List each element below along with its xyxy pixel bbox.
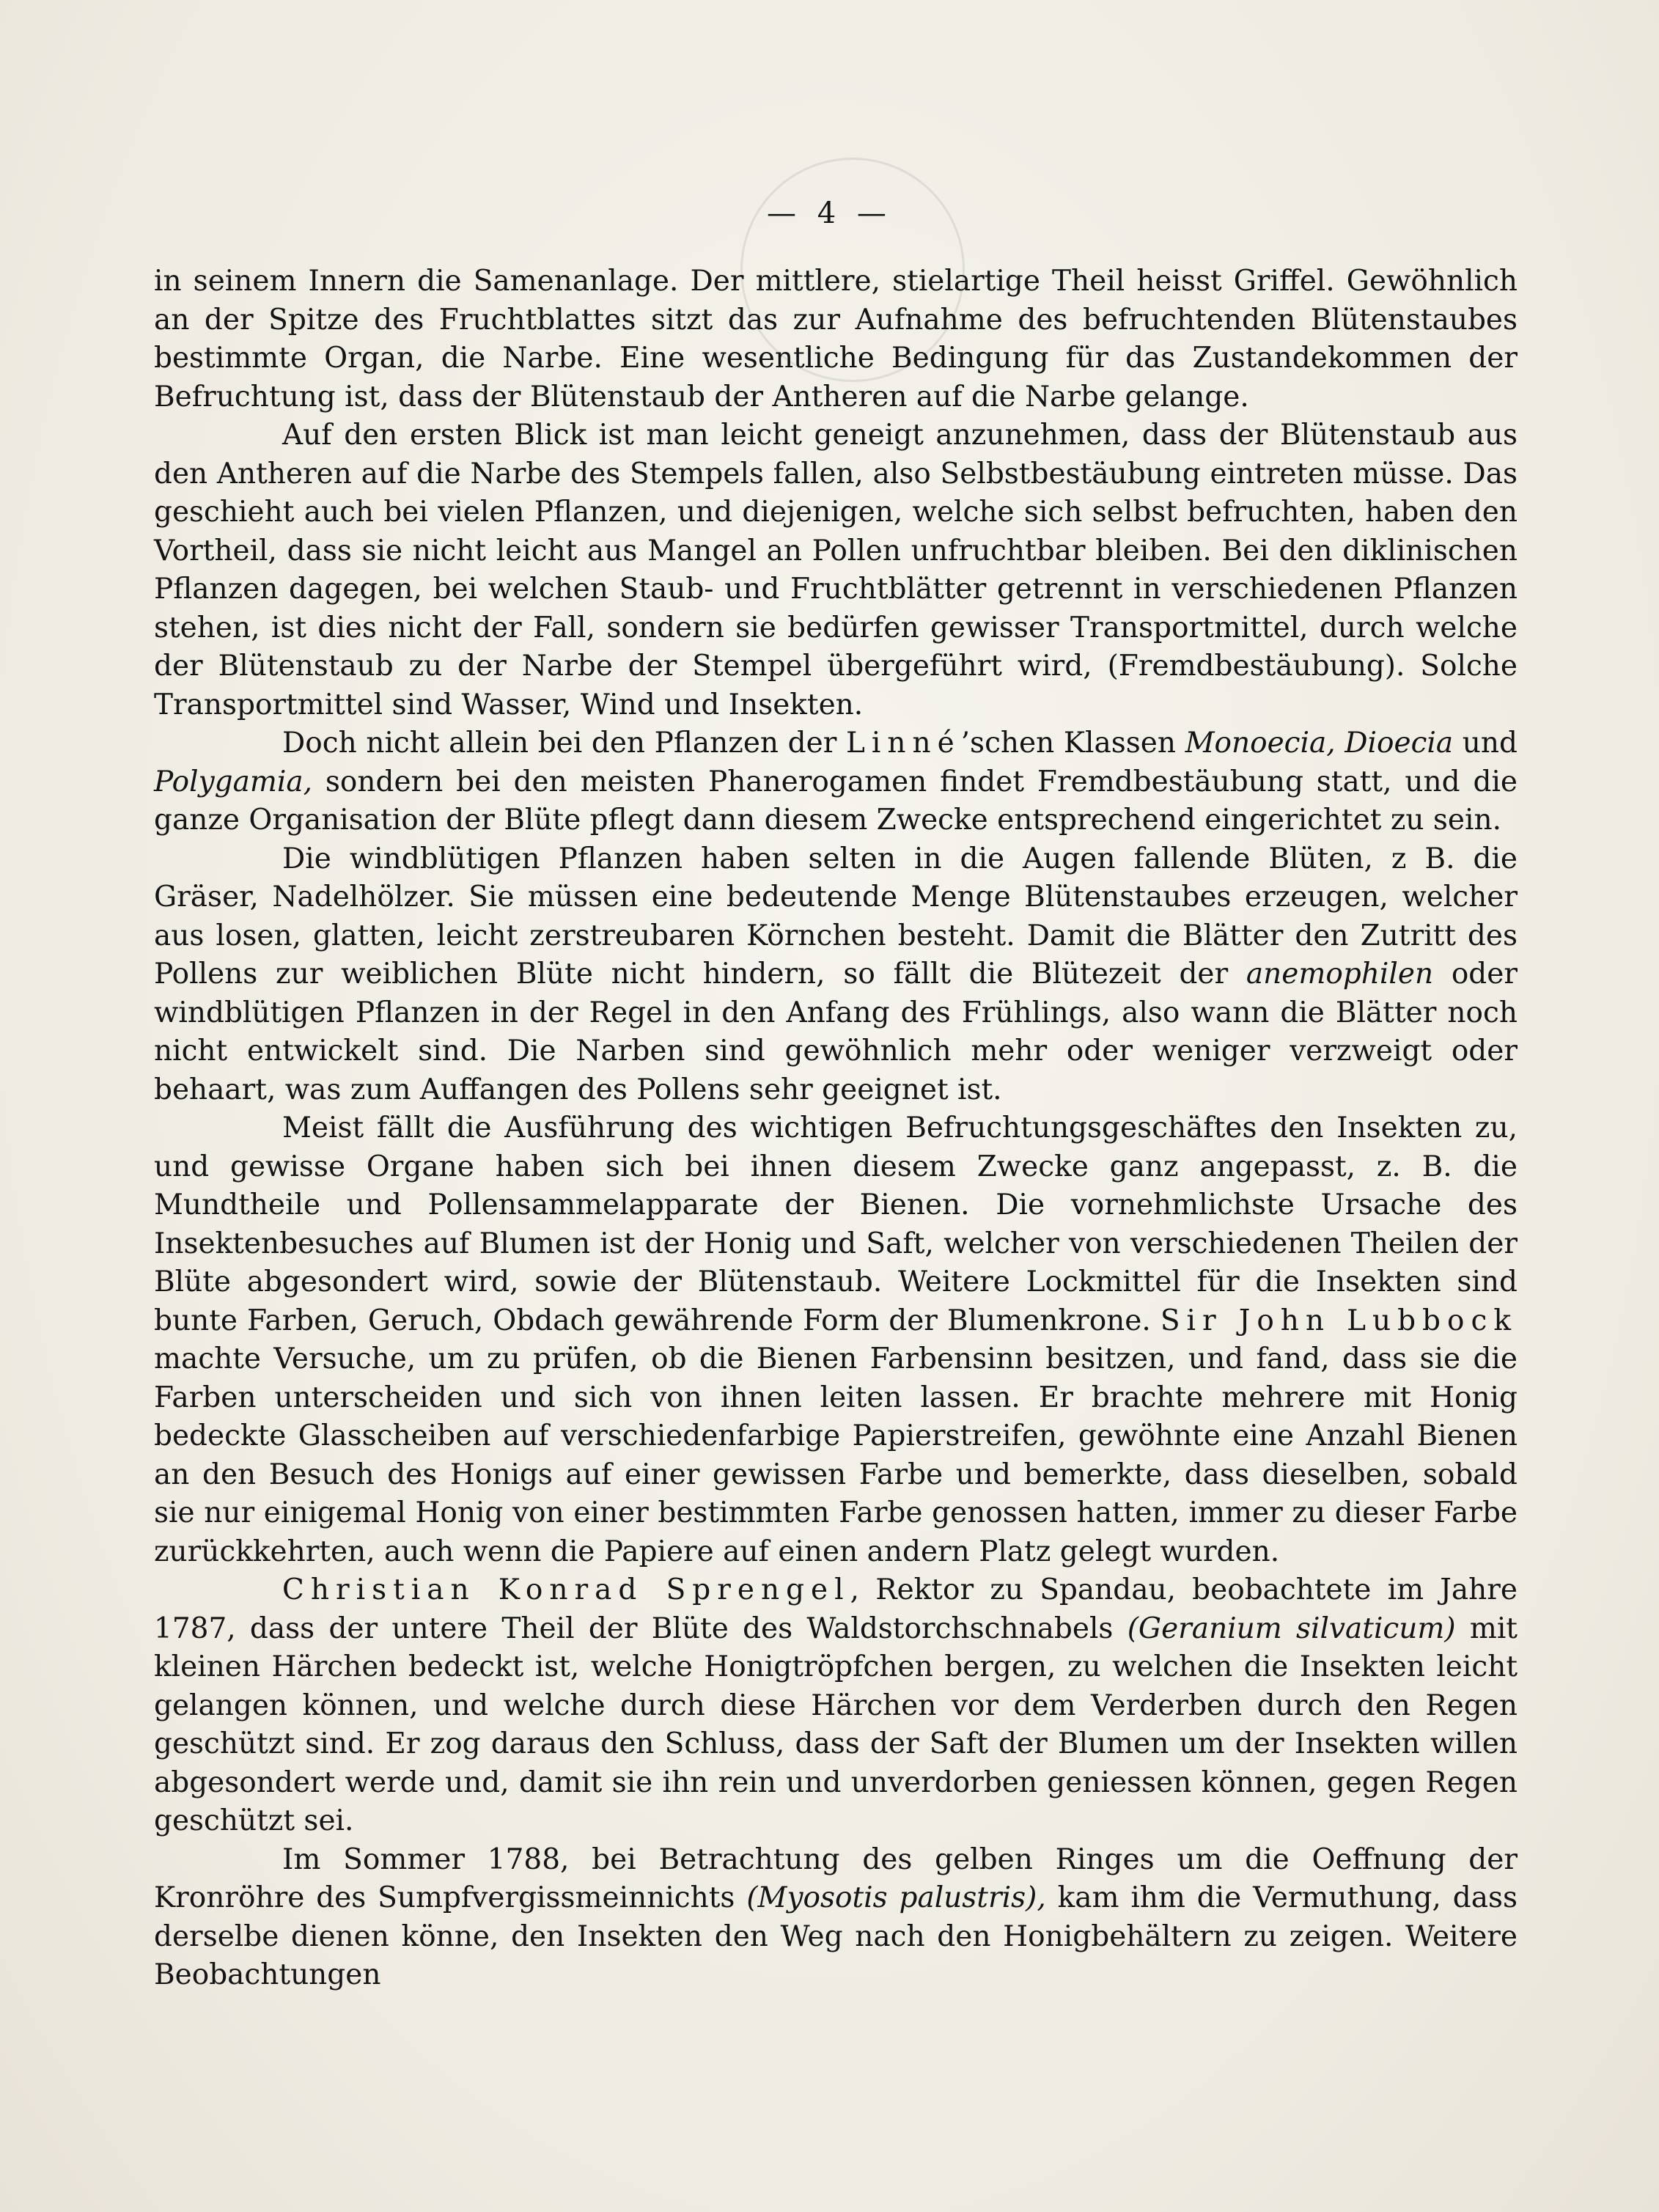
italic-term: Polygamia, — [154, 765, 312, 798]
paragraph-5 — [154, 1109, 1518, 1571]
text-run: Meist fällt die Ausführung des wichtigen Befruchtungsgeschäftes den Insekten zu, und gewisse Organe haben sich bei ihnen diesem Zwecke ganz angepasst, z. B. die Mundtheile und Pollensammelapparate der Bienen. Die vornehmlichste Ursache des Insektenbesuches auf Blumen ist der Honig und Saft, welcher von verschiedenen Theilen der Blüte abgesondert wird, sowie der Blütenstaub. Weitere Lockmittel für die Insekten sind bunte Farben, Geruch, Obdach gewährende Form der Blumenkrone. — [154, 1111, 1518, 1337]
spaced-name: Sir John Lubbock — [1160, 1304, 1518, 1337]
text-run: machte Versuche, um zu prüfen, ob die Bienen Farbensinn besitzen, und fand, dass sie die Farben unterscheiden und sich von ihnen leiten lassen. Er brachte mehrere mit Honig bedeckte Glasscheiben auf verschiedenfarbige Papierstreifen, gewöhnte eine Anzahl Bienen an den Besuch des Honigs auf einer gewissen Farbe und bemerkte, dass dieselben, sobald sie nur einigemal Honig von einer bestimmten Farbe genossen hatten, immer zu dieser Farbe zurückkehrten, auch wenn die Papiere auf einen andern Platz gelegt wurden. — [154, 1342, 1518, 1568]
text-run: mit kleinen Härchen bedeckt ist, welche Honigtröpfchen bergen, zu welchen die Insekten leicht gelangen können, und welche durch diese Härchen vor dem Verderben durch den Regen geschützt sind. Er zog daraus den Schluss, dass der Saft der Blumen um der Insekten willen abgesondert werde und, damit sie ihn rein und unverdorben geniessen können, gegen Regen geschützt sei. — [154, 1612, 1518, 1837]
spaced-name: Christian Konrad Sprengel — [282, 1573, 850, 1606]
body-text — [154, 262, 1518, 1995]
text-run: in seinem Innern die Samenanlage. Der mittlere, stielartige Theil heisst Griffel. Gewöhnlich an der Spitze des Fruchtblattes sitzt das zur Aufnahme des befruchtenden Blütenstaubes bestimmte Organ, die Narbe. Eine wesentliche Bedingung für das Zustandekommen der Befruchtung ist, dass der Blütenstaub der Antheren auf die Narbe gelange. — [154, 265, 1518, 414]
paragraph-3 — [154, 724, 1518, 840]
text-run: , Rektor zu Spandau, beobachtete im Jahre 1787, dass der untere Theil der Blüte des Waldstorchschnabels — [154, 1573, 1518, 1645]
italic-term: (Myosotis palustris), — [746, 1881, 1046, 1914]
spaced-name: Linné — [845, 727, 961, 760]
paragraph-7 — [154, 1841, 1518, 1995]
paragraph-2 — [154, 416, 1518, 724]
paragraph-1 — [154, 262, 1518, 416]
text-run: oder windblütigen Pflanzen in der Regel in den Anfang des Frühlings, also wann die Blätter noch nicht entwickelt sind. Die Narben sind gewöhnlich mehr oder weniger verzweigt oder behaart, was zum Auffangen des Pollens sehr geeignet ist. — [154, 958, 1518, 1106]
text-run: und — [1453, 727, 1518, 760]
italic-term: anemophilen — [1246, 958, 1434, 991]
text-run: Auf den ersten Blick ist man leicht geneigt anzunehmen, dass der Blütenstaub aus den Antheren auf die Narbe des Stempels fallen, also Selbstbestäubung eintreten müsse. Das geschieht auch bei vielen Pflanzen, und diejenigen, welche sich selbst befruchten, haben den Vortheil, dass sie nicht leicht aus Mangel an Pollen unfruchtbar bleiben. Bei den diklinischen Pflanzen dagegen, bei welchen Staub- und Fruchtblätter getrennt in verschiedenen Pflanzen stehen, ist dies nicht der Fall, sondern sie bedürfen gewisser Transportmittel, durch welche der Blütenstaub zu der Narbe der Stempel übergeführt wird, (Fremdbestäubung). Solche Transportmittel sind Wasser, Wind und Insekten. — [154, 419, 1518, 721]
text-run: ’schen Klassen — [960, 727, 1185, 760]
italic-term: Monoecia, Dioecia — [1185, 727, 1454, 760]
paragraph-6 — [154, 1571, 1518, 1841]
text-run: Im Sommer 1788, bei Betrachtung des gelben Ringes um die Oeffnung der Kronröhre des Sumpfvergissmeinnichts — [154, 1842, 1518, 1914]
text-run: Die windblütigen Pflanzen haben selten in die Augen fallende Blüten, z B. die Gräser, Nadelhölzer. Sie müssen eine bedeutende Menge Blütenstaubes erzeugen, welcher aus losen, glatten, leicht zerstreubaren Körnchen besteht. Damit die Blätter den Zutritt des Pollens zur weiblichen Blüte nicht hindern, so fällt die Blütezeit der — [154, 842, 1518, 991]
paragraph-4 — [154, 840, 1518, 1110]
page-number: — 4 — — [767, 196, 892, 230]
text-run: Doch nicht allein bei den Pflanzen der — [282, 727, 846, 760]
italic-term: (Geranium silvaticum) — [1127, 1612, 1456, 1645]
text-run: sondern bei den meisten Phanerogamen findet Fremdbestäubung statt, und die ganze Organisation der Blüte pflegt dann diesem Zwecke entsprechend eingerichtet zu sein. — [154, 765, 1518, 837]
text-run: kam ihm die Vermuthung, dass derselbe dienen könne, den Insekten den Weg nach den Honigbehältern zu zeigen. Weitere Beobachtungen — [154, 1881, 1518, 1991]
